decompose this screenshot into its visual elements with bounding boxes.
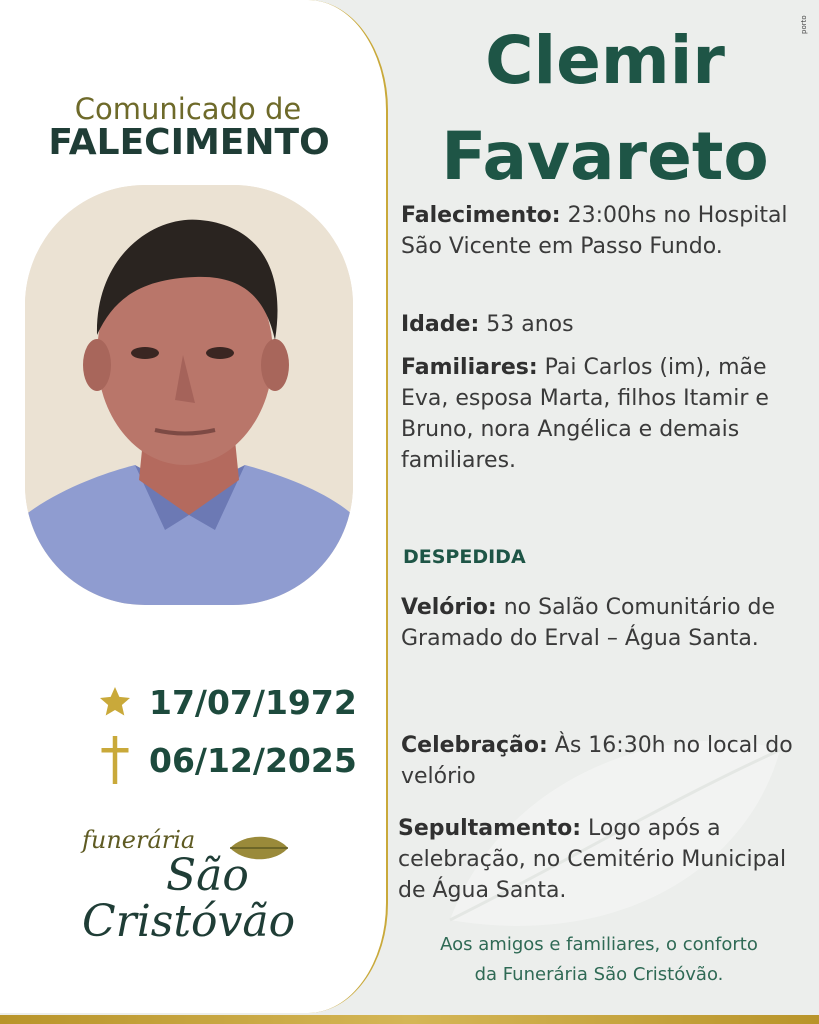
- idade-info: [401, 309, 806, 340]
- idade-label: Idade:: [401, 312, 480, 337]
- logo-cristovao-text: Cristóvão: [82, 896, 296, 947]
- footer-message: [404, 930, 794, 990]
- logo-sao-text: São: [166, 850, 249, 901]
- star-icon: [95, 682, 135, 722]
- portrait-illustration: [25, 185, 353, 605]
- familiares-info: [401, 352, 806, 476]
- death-date-row: [95, 740, 357, 780]
- despedida-heading: DESPEDIDA: [403, 546, 526, 568]
- celebracao-label: Celebração:: [401, 733, 548, 758]
- celebracao-text: Às 16:30h no local do velório: [401, 733, 793, 789]
- falecimento-label: Falecimento:: [401, 203, 561, 228]
- funeraria-logo: [78, 820, 308, 960]
- birth-date-row: [95, 682, 357, 722]
- last-name: Favareto: [441, 118, 769, 195]
- idade-text: 53 anos: [486, 312, 574, 337]
- velorio-info: [401, 592, 806, 654]
- comunicado-heading: Comunicado de: [74, 92, 302, 126]
- portrait-photo: [25, 185, 353, 605]
- birth-date: 17/07/1972: [149, 682, 357, 722]
- sepultamento-label: Sepultamento:: [398, 816, 582, 841]
- bottom-gold-bar: [0, 1015, 819, 1024]
- velorio-label: Velório:: [401, 595, 497, 620]
- footer-line-2: da Funerária São Cristóvão.: [474, 964, 724, 985]
- cross-icon: [95, 740, 135, 780]
- death-date: 06/12/2025: [149, 740, 357, 780]
- first-name: Clemir: [485, 22, 725, 99]
- familiares-text: Pai Carlos (im), mãe Eva, esposa Marta, filhos Itamir e Bruno, nora Angélica e demais familiares.: [401, 355, 769, 473]
- celebracao-info: [401, 730, 806, 792]
- logo-funeraria-text: funerária: [82, 826, 196, 854]
- sepultamento-info: [398, 813, 803, 906]
- falecimento-heading: FALECIMENTO: [48, 122, 330, 163]
- brand-mark: porto: [800, 15, 808, 34]
- falecimento-info: [401, 200, 806, 262]
- familiares-label: Familiares:: [401, 355, 538, 380]
- sepultamento-text: Logo após a celebração, no Cemitério Municipal de Água Santa.: [398, 816, 787, 903]
- falecimento-text: 23:00hs no Hospital São Vicente em Passo Fundo.: [401, 203, 788, 259]
- velorio-text: no Salão Comunitário de Gramado do Erval – Água Santa.: [401, 595, 776, 651]
- footer-line-1: Aos amigos e familiares, o conforto: [440, 934, 758, 955]
